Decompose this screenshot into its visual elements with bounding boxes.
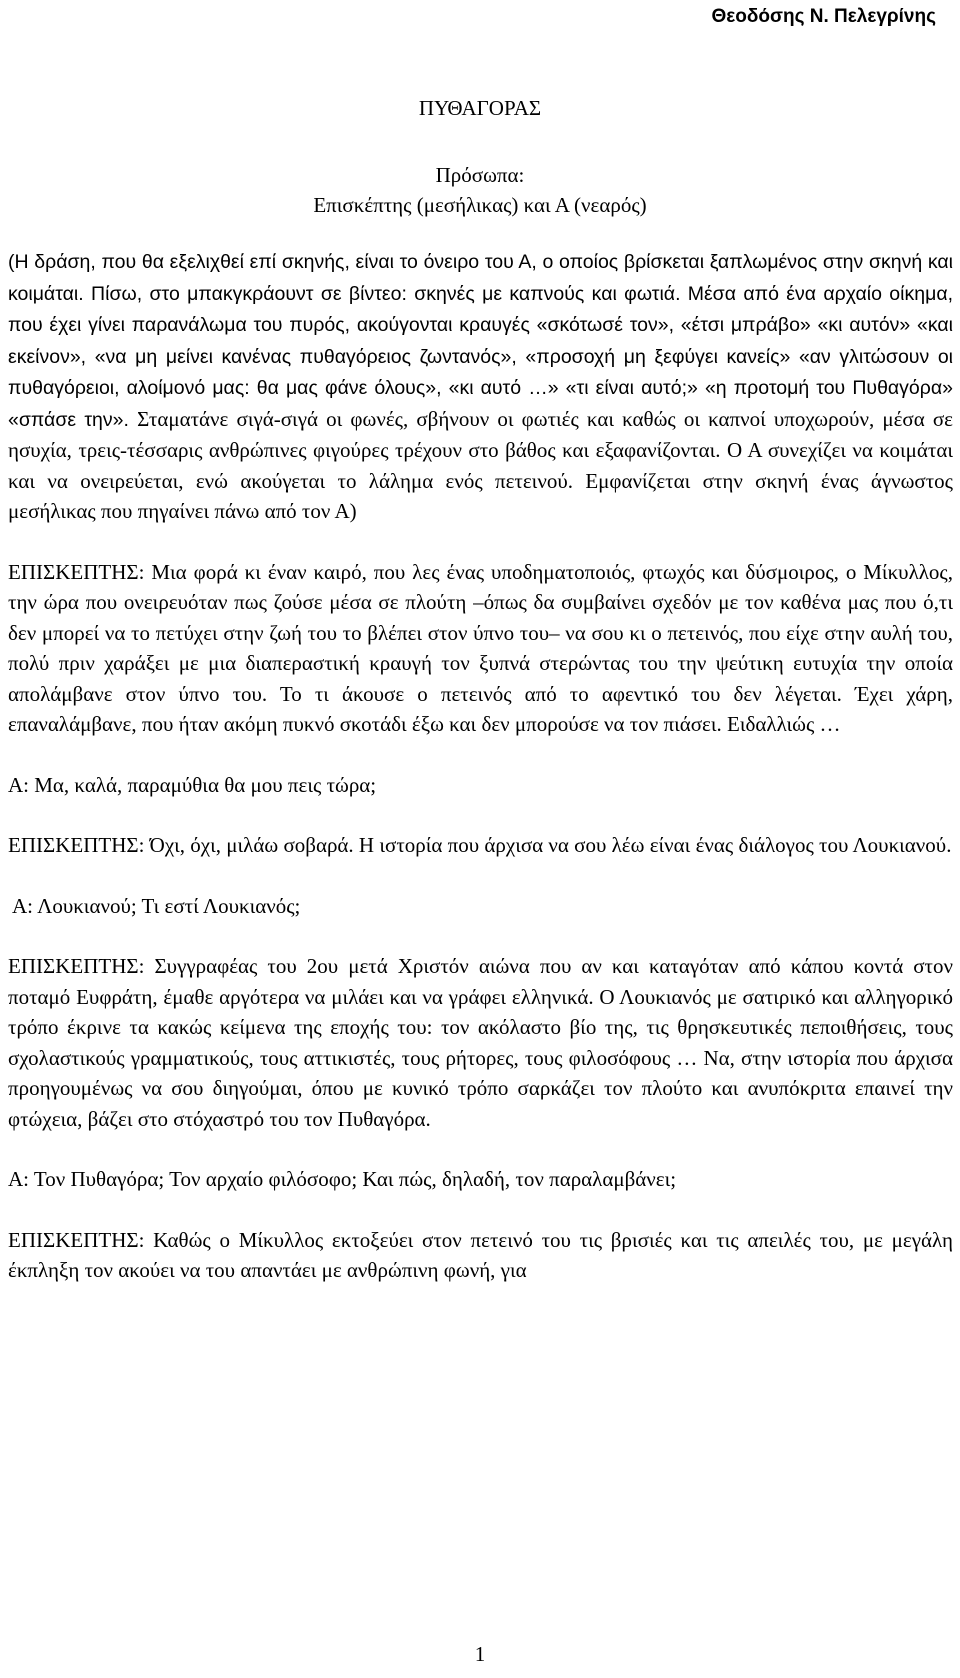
document-title: ΠΥΘΑΓΟΡΑΣ: [418, 96, 542, 120]
dialogue-line: Α: Μα, καλά, παραμύθια θα μου πεις τώρα;: [8, 772, 377, 797]
dialogue-line: ΕΠΙΣΚΕΠΤΗΣ: Καθώς ο Μίκυλλος εκτοξεύει στον πετεινό του τις βρισιές και τις απειλές του, με μεγάλη έκπληξη τον ακούει να του απαντάει με ανθρώπινη φωνή, για: [8, 1227, 953, 1282]
stage-direction-text: (Η δράση, που θα εξελιχθεί επί σκηνής, είναι το όνειρο του Α, ο οποίος βρίσκεται ξαπλωμένος στην σκηνή και κοιμάται. Πίσω, στο μπακγκράουντ σε βίντεο: σκηνές με καπνούς και φωτιά.: [8, 251, 953, 305]
stage-direction-text: Εμφανίζεται στην σκηνή ένας άγνωστος μεσήλικας που πηγαίνει πάνω από τον Α): [8, 468, 953, 523]
author-header: Θεοδόσης Ν. Πελεγρίνης: [711, 6, 936, 27]
document-body: [8, 246, 953, 1316]
page-number: 1: [474, 1642, 486, 1666]
stage-direction-text: Σταματάνε σιγά-σιγά οι φωνές, σβήνουν οι φωτιές και καθώς οι καπνοί υποχωρούν, μέσα σε ησυχία, τρεις-τέσσαρις ανθρώπινες φιγούρες τρέχουν στο βάθος και εξαφανίζονται. Ο Α συνεχίζει να κοιμάται και να ονειρεύεται, ενώ ακούγεται το λάλημα ενός πετεινού.: [8, 406, 954, 493]
persons-label: Πρόσωπα:: [435, 163, 525, 187]
dialogue-line: ΕΠΙΣΚΕΠΤΗΣ: Όχι, όχι, μιλάω σοβαρά. Η ιστορία που άρχισα να σου λέω είναι ένας διάλογος του Λουκιανού.: [8, 833, 952, 857]
stage-direction-text: Μέσα από ένα αρχαίο οίκημα, που έχει γίνει παρανάλωμα του πυρός, ακούγονται κραυγές «σκότωσέ τον», «έτσι μπράβο» «κι αυτόν» «και εκείνον», «να μη μείνει κανένας πυθαγόρειος ζωντανός», «προσοχή μη ξεφύγει κανείς» «αν γλιτώσουν οι πυθαγόρειοι, αλοίμονό μας: θα μας φάνε όλους», «κι αυτό …» «τι είναι αυτό;» «η προτομή του Πυθαγόρα» «σπάσε την».: [8, 282, 954, 431]
dialogue-line: ΕΠΙΣΚΕΠΤΗΣ: Μια φορά κι έναν καιρό, που λες ένας υποδηματοποιός, φτωχός και δύσμοιρος, ο Μίκυλλος, την ώρα που ονειρευόταν πως ζούσε μέσα σε πλούτη –όπως δα συμβαίνει σχεδόν με τον καθένα μας που ό,τι δεν μπορεί να το πετύχει στην ζωή του το βλέπει στον ύπνο του– να σου κι ο πετεινός, που είχε στην αυλή του, πολύ πριν χαράξει με μια διαπεραστική κραυγή τον ξυπνά στερώντας του την ψεύτικη ευτυχία την οποία απολάμβανε στον ύπνο του. Το τι άκουσε ο πετεινός από το αφεντικό του δεν λέγεται. Έχει χάρη, επαναλάμβανε, που ήταν ακόμη πυκνό σκοτάδι έξω και δεν μπορούσε να τον πιάσει. Ειδαλλιώς …: [8, 559, 953, 736]
dialogue-line: ΕΠΙΣΚΕΠΤΗΣ: Συγγραφέας του 2ου μετά Χριστόν αιώνα που αν και καταγόταν από κάπου κοντά στον ποταμό Ευφράτη, έμαθε αργότερα να μιλάει και να γράφει ελληνικά. Ο Λουκιανός με σατιρικό και αλληγορικό τρόπο έκρινε τα κακώς κείμενα της εποχής του: τον ακόλαστο βίο της, τις θρησκευτικές πεποιθήσεις, τους σχολαστικούς γραμματικούς, τους αττικιστές, τους ρήτορες, τους φιλοσόφους … Να, στην ιστορία που άρχισα προηγουμένως να σου διηγούμαι, όπου με κυνικό τρόπο σαρκάζει τον πλούτο και ανυπόκριτα επαινεί την φτώχεια, βάζει στο στόχαστρό του τον Πυθαγόρα.: [8, 954, 953, 1131]
stage-direction: [8, 246, 953, 527]
persons-block: [0, 160, 960, 220]
dialogue-line: Α: Τον Πυθαγόρα; Τον αρχαίο φιλόσοφο; Και πώς, δηλαδή, τον παραλαμβάνει;: [8, 1167, 677, 1191]
dialogue-line: Α: Λουκιανού; Τι εστί Λουκιανός;: [12, 893, 301, 918]
persons-list: Επισκέπτης (μεσήλικας) και Α (νεαρός): [313, 193, 647, 217]
